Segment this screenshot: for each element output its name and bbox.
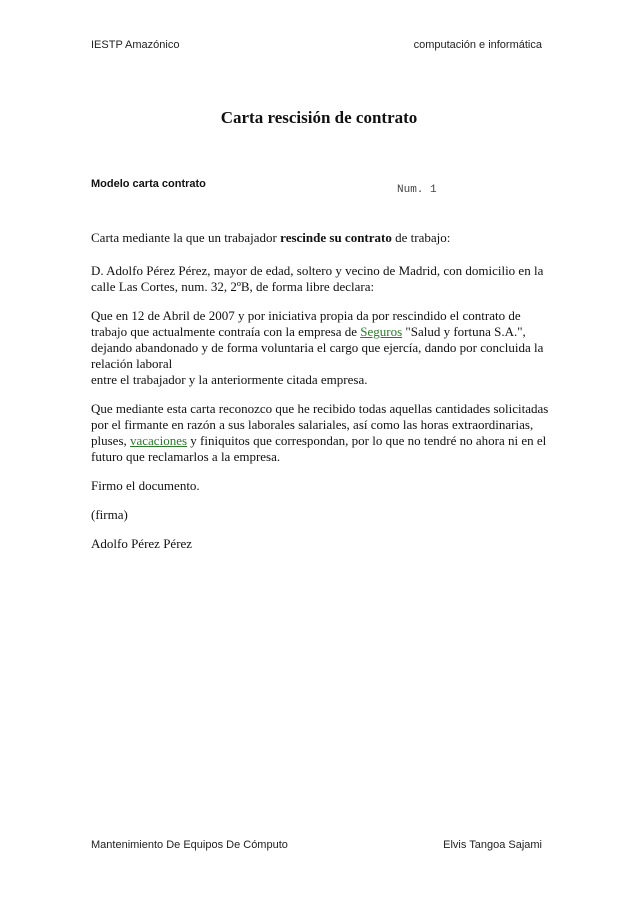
document-title: Carta rescisión de contrato	[220, 108, 418, 127]
intro-post: de trabajo:	[391, 230, 451, 245]
letter-body	[91, 230, 551, 565]
para2-line2: entre el trabajador y la anteriormente citada empresa.	[91, 372, 368, 387]
para3-pre: Que mediante esta carta reconozco que he recibido todas aquellas cantidades solicitadas por el firmante en razón a sus laborales salariales, así como las horas extraordinarias, pluses,	[91, 401, 549, 448]
intro-bold: rescinde su contrato	[280, 230, 392, 245]
header-left: IESTP Amazónico	[91, 39, 180, 51]
intro-paragraph	[91, 230, 551, 246]
para2-mid: "Salud y fortuna S.A.", dejando abandonado y de forma voluntaria el cargo que ejercía, dando por concluida la relación laboral	[91, 324, 544, 371]
paragraph-rescission	[91, 308, 551, 388]
para2-pre: Que en 12 de Abril de 2007 y por iniciativa propia da por rescindido el contrato de trabajo que actualmente contraía con la empresa de	[91, 308, 521, 339]
paragraph-name: Adolfo Pérez Pérez	[91, 536, 193, 551]
link-vacaciones[interactable]: vacaciones	[130, 433, 188, 448]
link-seguros[interactable]: Seguros	[360, 324, 403, 339]
paragraph-declaration: D. Adolfo Pérez Pérez, mayor de edad, soltero y vecino de Madrid, con domicilio en la calle Las Cortes, num. 32, 2ºB, de forma libre declara:	[91, 263, 544, 294]
paragraph-signoff: Firmo el documento.	[91, 478, 200, 493]
model-label: Modelo carta contrato	[91, 178, 206, 190]
para3-post: y finiquitos que correspondan, por lo que no tendré no ahora ni en el futuro que reclamarlos a la empresa.	[91, 433, 547, 464]
header-right: computación e informática	[413, 39, 542, 51]
paragraph-settlement	[91, 401, 551, 465]
footer-right: Elvis Tangoa Sajami	[443, 839, 542, 851]
intro-pre: Carta mediante la que un trabajador	[91, 230, 281, 245]
footer-left: Mantenimiento De Equipos De Cómputo	[91, 839, 288, 851]
paragraph-signature: (firma)	[91, 507, 128, 522]
number-label: Num. 1	[397, 184, 437, 196]
